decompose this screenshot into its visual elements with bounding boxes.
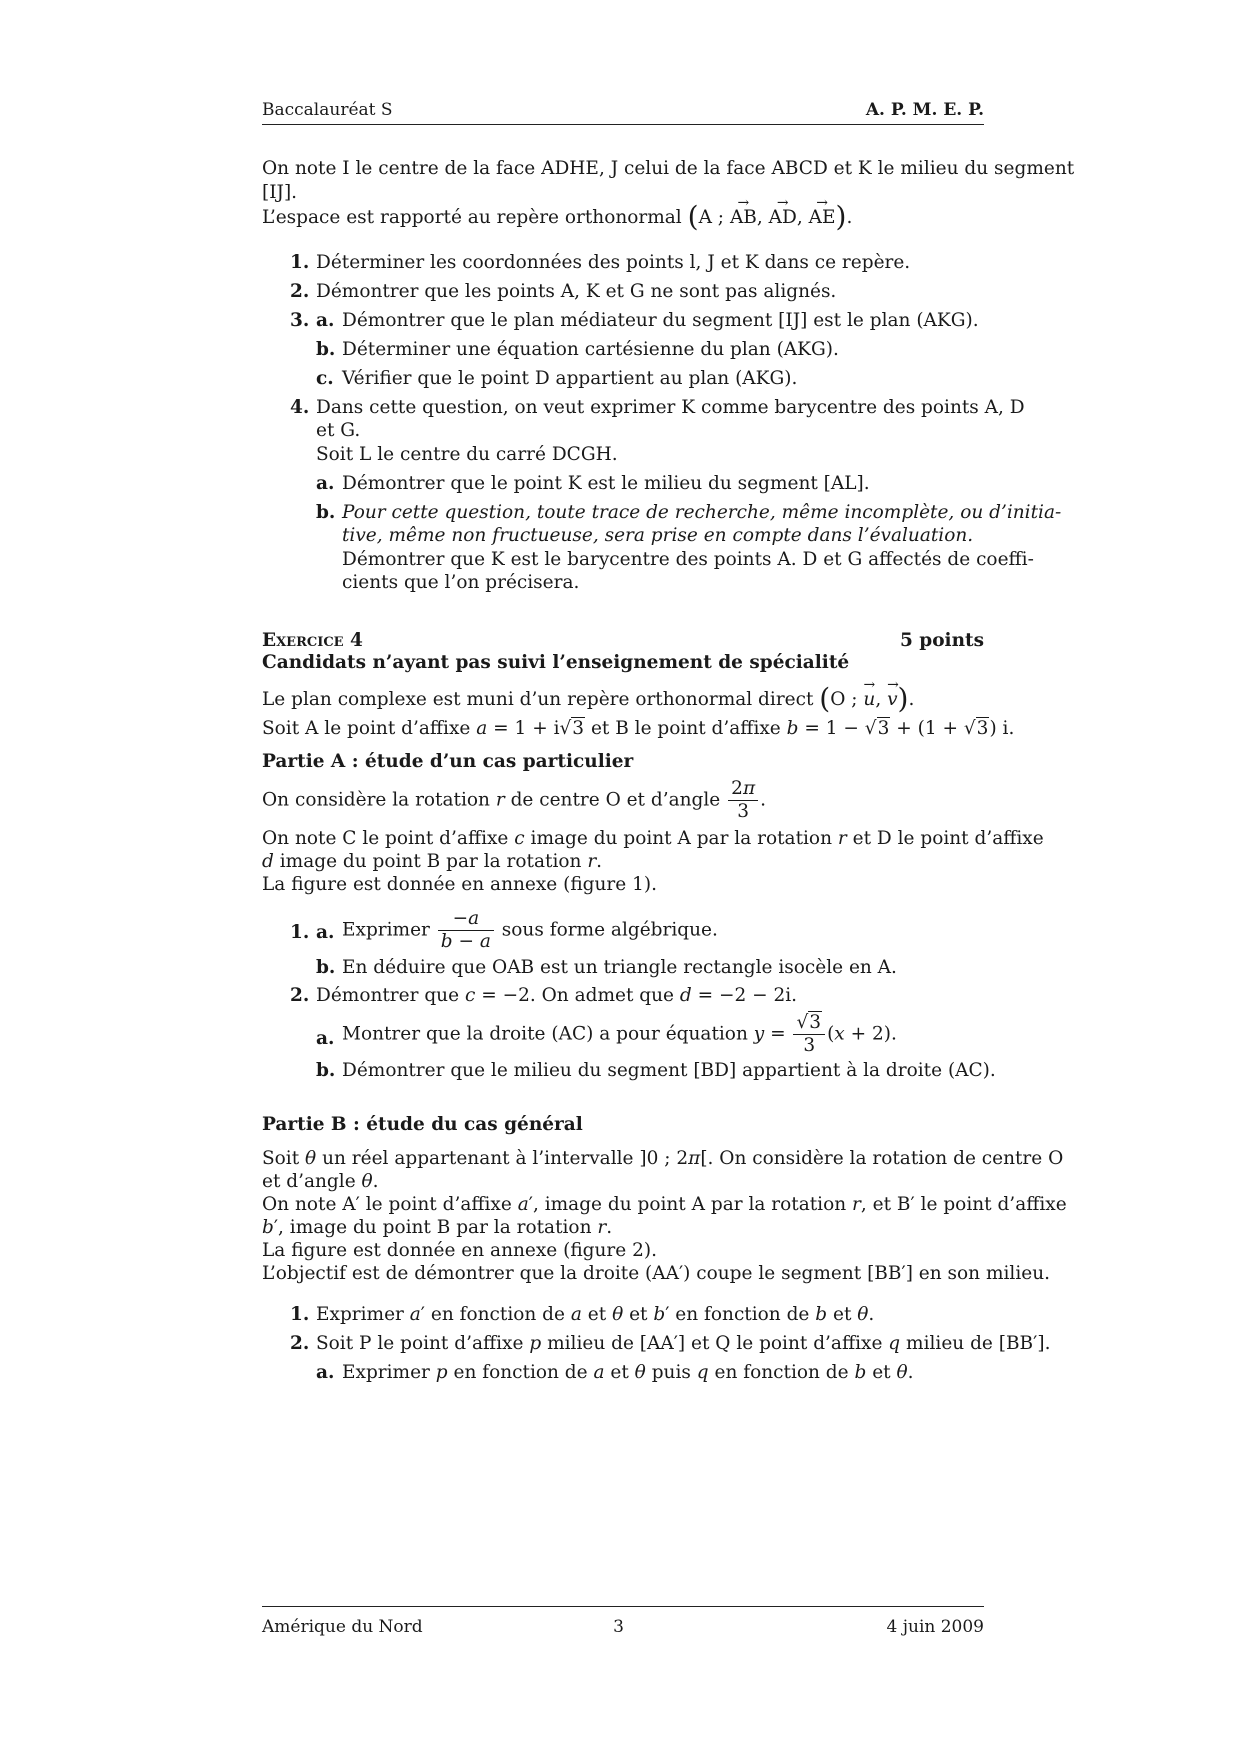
partB-objective: L’objectif est de démontrer que la droite (AA′) coupe le segment [BB′] en son milieu. xyxy=(262,1263,1051,1284)
partB-line3: On note A′ le point d’affixe a′, image du point A par la rotation r, et B′ le point d’affixe xyxy=(262,1194,1067,1215)
q1a-suffix: sous forme algébrique. xyxy=(501,919,718,941)
b2-prefix: Soit P le point d’affixe xyxy=(316,1333,524,1354)
b2-mid: milieu de [AA′] et Q le point d’affixe xyxy=(547,1333,883,1354)
intro-line-3: L’espace est rapporté au repère orthonormal (A ; → AB, → AD, → AE). xyxy=(262,204,852,230)
ex3-q4a: Démontrer que le point K est le milieu du segment [AL]. xyxy=(342,473,870,494)
vector-ae: → AE xyxy=(809,205,836,230)
ex4-plane-origin: O ; xyxy=(830,689,858,710)
ex3-q3c: Vérifier que le point D appartient au plan (AKG). xyxy=(342,368,798,389)
ex3-q4b-line4: cients que l’on précisera. xyxy=(342,572,580,593)
q2a-prefix: Montrer que la droite (AC) a pour équation xyxy=(342,1023,748,1045)
rotation-text: On considère la rotation xyxy=(262,789,490,811)
partB-fig2: La figure est donnée en annexe (figure 2). xyxy=(262,1240,657,1261)
page-header xyxy=(262,98,984,125)
b-l3b: le point d’affixe xyxy=(365,1194,512,1215)
partB-q1: Exprimer a′ en fonction de a et θ et b′ en fonction de b et θ. xyxy=(316,1304,875,1325)
c-line1-c: et D le point d’affixe xyxy=(852,828,1044,849)
frame-origin: A ; xyxy=(698,207,725,228)
partA-c-line2: d image du point B par la rotation r. xyxy=(262,851,603,872)
ex4-affixes-text: Soit A le point d’affixe xyxy=(262,718,471,739)
q2-mid: . On admet que xyxy=(529,985,674,1006)
partA-fig1: La figure est donnée en annexe (figure 1). xyxy=(262,874,657,895)
header-left: Baccalauréat S xyxy=(262,100,393,120)
partA-q1b: En déduire que OAB est un triangle rectangle isocèle en A. xyxy=(342,957,897,978)
ex4-affixes: Soit A le point d’affixe a = 1 + i√3 et B le point d’affixe b = 1 − √3 + (1 + √3) i. xyxy=(262,718,1015,739)
vector-ad: → AD xyxy=(769,205,797,230)
vector-v: → v xyxy=(887,687,897,712)
partA-rotation: On considère la rotation r de centre O et d’angle $\frac{2\pi}{3}$ . xyxy=(262,778,766,822)
partB-line2: et d’angle θ. xyxy=(262,1171,379,1192)
ex3-q2: Démontrer que les points A, K et G ne sont pas alignés. xyxy=(316,281,837,302)
partB-line4: b′, image du point B par la rotation r. xyxy=(262,1217,613,1238)
c-line2-b: image du point B par la rotation xyxy=(279,851,582,872)
c-line1-a: On note C le point d’affixe xyxy=(262,828,509,849)
b-l4: , image du point B par la rotation xyxy=(278,1217,592,1238)
b-l3c: , image du point A par la rotation xyxy=(532,1194,847,1215)
ex3-q4-line1: Dans cette question, on veut exprimer K comme barycentre des points A, D xyxy=(316,397,1025,418)
ex4-title: Exercice 4 xyxy=(262,630,363,651)
partB-title: Partie B : étude du cas général xyxy=(262,1114,583,1135)
footer-date: 4 juin 2009 xyxy=(886,1617,984,1637)
footer-left: Amérique du Nord xyxy=(262,1617,423,1637)
partA-q1a: Exprimer $\frac{-a}{b - a}$ sous forme algébrique. xyxy=(342,908,718,952)
partA-c-line1: On note C le point d’affixe c image du point A par la rotation r et D le point d’affixe xyxy=(262,828,1044,849)
c-line1-b: image du point A par la rotation xyxy=(530,828,832,849)
partA-q2b: Démontrer que le milieu du segment [BD] appartient à la droite (AC). xyxy=(342,1060,996,1081)
ex4-subtitle: Candidats n’ayant pas suivi l’enseignement de spécialité xyxy=(262,652,850,673)
partB-l2-text: et d’angle xyxy=(262,1171,356,1192)
ex3-q4-line2: et G. xyxy=(316,420,361,441)
intro-frame-text: L’espace est rapporté au repère orthonormal xyxy=(262,207,682,228)
b-l3a: On note A xyxy=(262,1194,356,1215)
ex3-q3b: Déterminer une équation cartésienne du plan (AKG). xyxy=(342,339,839,360)
ex4-plane: Le plan complexe est muni d’un repère orthonormal direct (O ; → u, → v). xyxy=(262,686,914,712)
ex3-q4b-italic-2: tive, même non fructueuse, sera prise en compte dans l’évaluation. xyxy=(342,525,974,546)
page-number: 3 xyxy=(613,1617,624,1637)
partB-l1-end: [. On considère la rotation de centre O xyxy=(700,1148,1064,1169)
b-l3d: , et B xyxy=(860,1194,911,1215)
b2a-mid-1: en fonction de xyxy=(453,1362,588,1383)
partA-q2: Démontrer que c = −2. On admet que d = −2 − 2i. xyxy=(316,985,798,1006)
ex3-q1: Déterminer les coordonnées des points l, J et K dans ce repère. xyxy=(316,252,911,273)
q1a-prefix: Exprimer xyxy=(342,919,430,941)
ex4-plane-text: Le plan complexe est muni d’un repère orthonormal direct xyxy=(262,689,814,710)
header-right: A. P. M. E. P. xyxy=(865,100,984,120)
partA-q2a: Montrer que la droite (AC) a pour équation y = $\frac{√3}{3}$ (x + 2). xyxy=(342,1012,897,1056)
partA-title: Partie A : étude d’un cas particulier xyxy=(262,751,634,772)
b2a-puis: puis xyxy=(651,1362,691,1383)
partB-q2: Soit P le point d’affixe p milieu de [AA′] et Q le point d’affixe q milieu de [BB′]. xyxy=(316,1333,1051,1354)
partB-q2a: Exprimer p en fonction de a et θ puis q en fonction de b et θ. xyxy=(342,1362,914,1383)
b1-mid-2: en fonction de xyxy=(675,1304,810,1325)
page-footer xyxy=(262,1606,984,1637)
intro-line-2: [IJ]. xyxy=(262,182,298,203)
ex3-q3a: Démontrer que le plan médiateur du segment [IJ] est le plan (AKG). xyxy=(342,310,979,331)
b2-end: milieu de [BB′]. xyxy=(906,1333,1051,1354)
b1-prefix: Exprimer xyxy=(316,1304,404,1325)
b2a-prefix: Exprimer xyxy=(342,1362,430,1383)
partB-l1-text: un réel appartenant à l’intervalle ]0 ; 2 xyxy=(322,1148,689,1169)
vector-u: → u xyxy=(863,687,875,712)
ex3-q4-line3: Soit L le centre du carré DCGH. xyxy=(316,444,618,465)
ex3-q4b-line3: Démontrer que K est le barycentre des points A. D et G affectés de coeffi- xyxy=(342,549,1034,570)
partB-line1: Soit θ un réel appartenant à l’intervalle ]0 ; 2π[. On considère la rotation de centre O xyxy=(262,1148,1064,1169)
b1-mid-1: en fonction de xyxy=(430,1304,565,1325)
ex4-points: 5 points xyxy=(899,630,984,651)
intro-line-1: On note I le centre de la face ADHE, J celui de la face ABCD et K le milieu du segment xyxy=(262,158,1075,179)
q2-prefix: Démontrer que xyxy=(316,985,460,1006)
b-l3e: le point d’affixe xyxy=(920,1194,1067,1215)
ex3-q4b-italic-1: Pour cette question, toute trace de recherche, même incomplète, ou d’initia- xyxy=(342,502,1062,523)
b2a-mid-2: en fonction de xyxy=(714,1362,849,1383)
vector-ab: → AB xyxy=(730,205,757,230)
rotation-mid: de centre O et d’angle xyxy=(510,789,721,811)
